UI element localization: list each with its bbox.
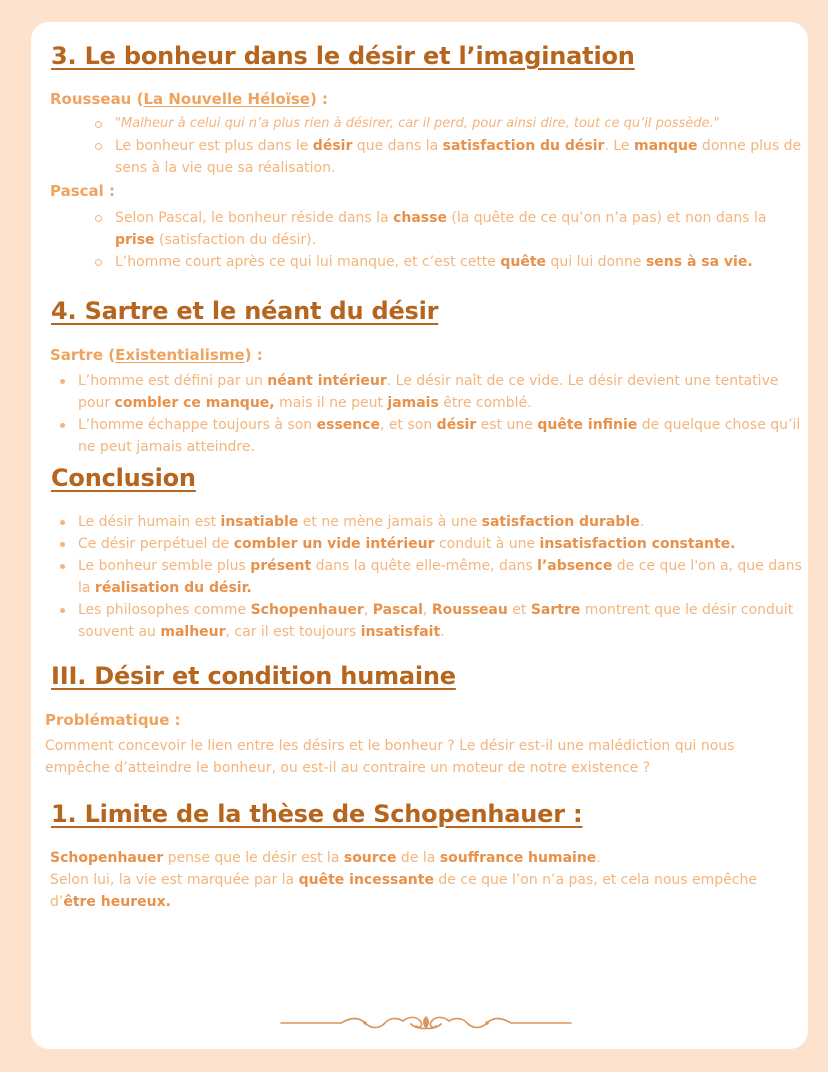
list-item: L’homme échappe toujours à son essence, et son désir est une quête infinie de quelque chose qu’il ne peut jamais atteindre.: [52, 414, 804, 458]
problematique-label: Problématique :: [45, 711, 181, 729]
section-4-title: 4. Sartre et le néant du désir: [51, 297, 439, 325]
pascal-heading: Pascal :: [50, 182, 116, 200]
list-item: Les philosophes comme Schopenhauer, Pascal, Rousseau et Sartre montrent que le désir conduit souvent au malheur, car il est toujours insatisfait.: [52, 599, 804, 643]
list-item: Le bonheur est plus dans le désir que dans la satisfaction du désir. Le manque donne plus de sens à la vie que sa réalisation.: [93, 135, 805, 179]
sartre-list: [52, 370, 804, 458]
schopenhauer-paragraph: Schopenhauer pense que le désir est la source de la souffrance humaine. Selon lui, la vie est marquée par la quête incessante de ce que l’on n’a pas, et cela nous empêche d’être heureux.: [50, 850, 757, 910]
rousseau-list: [93, 113, 805, 179]
page-card: [31, 22, 808, 1049]
list-item: "Malheur à celui qui n’a plus rien à désirer, car il perd, pour ainsi dire, tout ce qu’il possède.": [93, 113, 805, 135]
list-item: Le bonheur semble plus présent dans la quête elle-même, dans l’absence de ce que l'on a, que dans la réalisation du désir.: [52, 555, 804, 599]
part-3-title: III. Désir et condition humaine: [51, 662, 456, 690]
ornament-divider-icon: [279, 1012, 573, 1034]
conclusion-title: Conclusion: [51, 464, 196, 492]
conclusion-list: [52, 511, 804, 643]
rousseau-heading: Rousseau (La Nouvelle Héloïse) :: [50, 90, 329, 108]
problematique-text: Comment concevoir le lien entre les désirs et le bonheur ? Le désir est-il une malédiction qui nous empêche d’atteindre le bonheur, ou est-il au contraire un moteur de notre existence ?: [45, 738, 735, 776]
sartre-heading: Sartre (Existentialisme) :: [50, 346, 263, 364]
list-item: L’homme est défini par un néant intérieur. Le désir naît de ce vide. Le désir devient une tentative pour combler ce manque, mais il ne peut jamais être comblé.: [52, 370, 804, 414]
pascal-list: [93, 207, 805, 273]
list-item: Ce désir perpétuel de combler un vide intérieur conduit à une insatisfaction constante.: [52, 533, 804, 555]
list-item: Selon Pascal, le bonheur réside dans la chasse (la quête de ce qu’on n’a pas) et non dans la prise (satisfaction du désir).: [93, 207, 805, 251]
section-3-title: 3. Le bonheur dans le désir et l’imagination: [51, 42, 635, 70]
list-item: Le désir humain est insatiable et ne mène jamais à une satisfaction durable.: [52, 511, 804, 533]
section-1-title: 1. Limite de la thèse de Schopenhauer :: [51, 800, 583, 828]
list-item: L’homme court après ce qui lui manque, et c’est cette quête qui lui donne sens à sa vie.: [93, 251, 805, 273]
